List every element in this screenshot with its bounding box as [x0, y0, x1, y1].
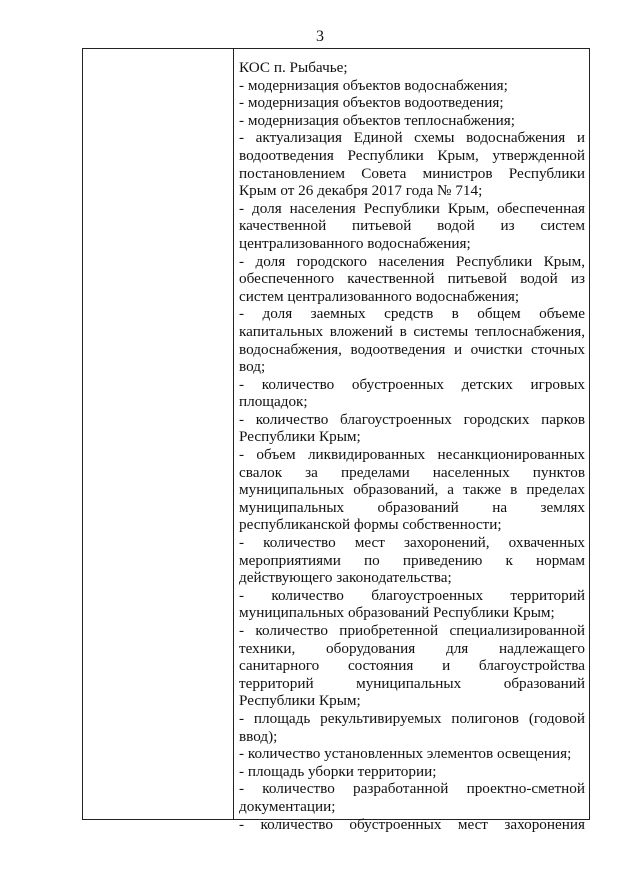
text-line: - доля городского населения Республики Крым, [239, 252, 585, 270]
text-line: капитальных вложений в системы теплоснабжения, [239, 322, 585, 340]
text-line: Республики Крым; [239, 692, 361, 710]
text-line: - доля населения Республики Крым, обеспеченная [239, 199, 585, 217]
text-line: - площадь уборки территории; [239, 762, 437, 780]
text-line: муниципальных образований, а также в пределах [239, 481, 585, 499]
text-line: - количество разработанной проектно-сметной [239, 780, 585, 798]
text-line: КОС п. Рыбачье; [239, 59, 348, 76]
text-line: Республики Крым; [239, 428, 361, 446]
text-line: санитарного состояния и благоустройства [239, 657, 585, 675]
text-line: - объем ликвидированных несанкционированных [239, 446, 585, 464]
text-line: действующего законодательства; [239, 569, 452, 587]
text-line: централизованного водоснабжения; [239, 234, 471, 252]
table-right-cell [239, 59, 585, 833]
text-line: - количество благоустроенных территорий [239, 586, 585, 604]
text-line: - количество обустроенных детских игровых [239, 375, 585, 393]
text-line: ввод); [239, 727, 278, 745]
text-line: - модернизация объектов водоотведения; [239, 94, 504, 112]
text-line: территорий муниципальных образований [239, 674, 585, 692]
text-line: - количество приобретенной специализированной [239, 622, 585, 639]
page-number: 3 [316, 28, 324, 45]
text-line: - площадь рекультивируемых полигонов (годовой [239, 709, 585, 727]
text-line: - актуализация Единой схемы водоснабжения и [239, 129, 585, 147]
text-line: систем централизованного водоснабжения; [239, 287, 520, 305]
text-line: техники, оборудования для надлежащего [239, 639, 585, 657]
text-line: качественной питьевой водой из систем [239, 217, 585, 235]
text-line: - количество мест захоронений, охваченных [239, 534, 585, 552]
text-line: свалок за пределами населенных пунктов [239, 463, 585, 481]
text-line: водоснабжения, водоотведения и очистки сточных [239, 340, 585, 358]
text-line: - модернизация объектов теплоснабжения; [239, 111, 515, 129]
text-line: постановлением Совета министров Республики [239, 164, 585, 182]
text-line: - количество благоустроенных городских парков [239, 410, 585, 428]
text-line: республиканской формы собственности; [239, 516, 502, 534]
text-line: водоотведения Республики Крым, утвержденной [239, 146, 585, 164]
text-line: муниципальных образований Республики Крым; [239, 604, 555, 622]
text-line: - количество обустроенных мест захоронения [239, 815, 585, 833]
text-line: мероприятиями по приведению к нормам [239, 551, 585, 569]
table-left-cell [83, 49, 234, 819]
text-line: - доля заемных средств в общем объеме [239, 305, 585, 323]
document-table [82, 48, 590, 833]
text-line: обеспеченного качественной питьевой водой из [239, 270, 585, 288]
text-line: - количество установленных элементов освещения; [239, 745, 572, 763]
text-line: - модернизация объектов водоснабжения; [239, 76, 508, 94]
text-line: муниципальных образований на землях [239, 498, 585, 516]
text-line: площадок; [239, 393, 308, 411]
text-line: вод; [239, 358, 266, 376]
text-line: документации; [239, 797, 336, 815]
text-line: Крым от 26 декабря 2017 года № 714; [239, 182, 483, 200]
